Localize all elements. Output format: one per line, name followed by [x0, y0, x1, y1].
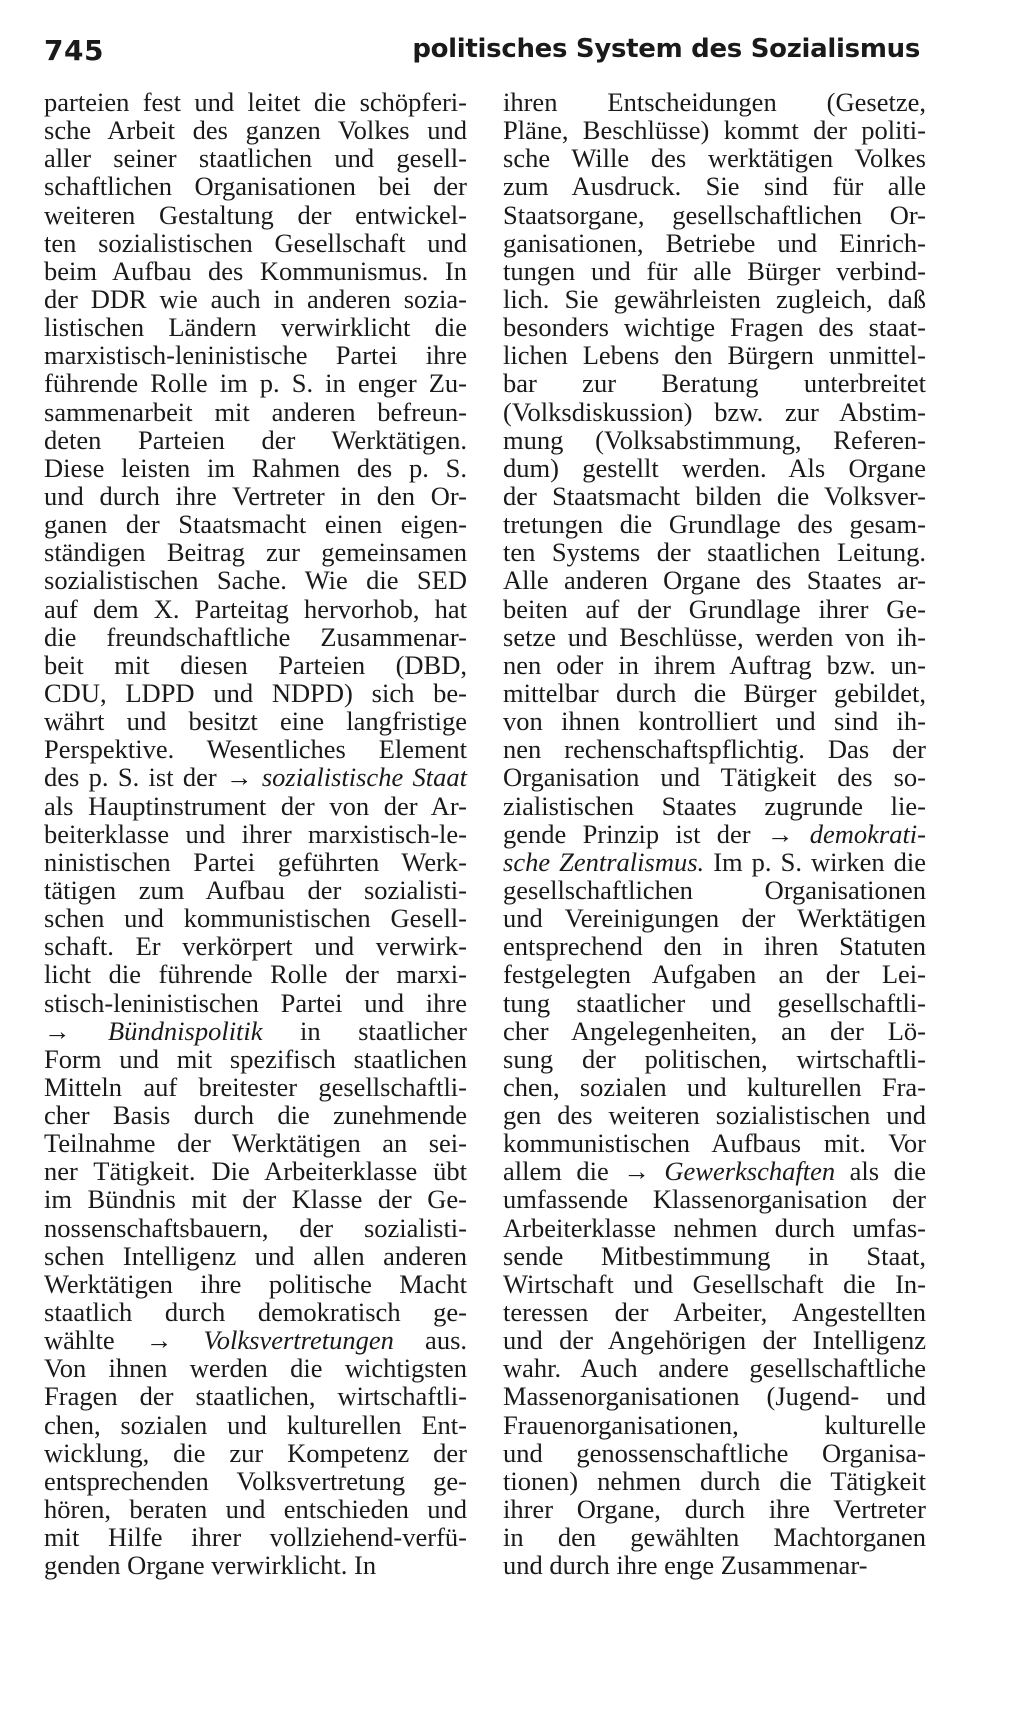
text-line: zialistischen Staates zugrunde lie-	[503, 790, 926, 821]
text-line: mittelbar durch die Bürger gebildet,	[503, 677, 926, 708]
text-line: wahr. Auch andere gesellschaftliche	[503, 1353, 926, 1384]
text-line: beiterklasse und ihrer marxistisch-le-	[44, 818, 467, 849]
right-column	[503, 88, 926, 1579]
cross-reference-link: → demokrati-	[766, 818, 926, 849]
text-line: tretungen die Grundlage des gesam-	[503, 509, 926, 540]
cross-reference-link: → Volksvertretungen	[145, 1325, 394, 1356]
text-line: genden Organe verwirklicht. In	[44, 1550, 377, 1581]
text-line: sozialistischen Sache. Wie die SED	[44, 565, 467, 596]
text-line: führende Rolle im p. S. in enger Zu-	[44, 368, 467, 399]
text-line: Teilnahme der Werktätigen an sei-	[44, 1128, 467, 1159]
text-line: Wirtschaft und Gesellschaft die In-	[503, 1268, 926, 1299]
text-line: ihren Entscheidungen (Gesetze,	[503, 87, 926, 117]
page-number: 745	[44, 34, 104, 67]
text-line	[44, 1017, 467, 1045]
text-line: Staatsorgane, gesellschaftlichen Or-	[503, 199, 926, 230]
text-line: beim Aufbau des Kommunismus. In	[44, 255, 467, 286]
text-line: sung der politischen, wirtschaftli-	[503, 1043, 926, 1074]
text-line: im Bündnis mit der Klasse der Ge-	[44, 1184, 467, 1215]
text-line: währt und besitzt eine langfristige	[44, 706, 467, 737]
text-line: dum) gestellt werden. Als Organe	[503, 452, 926, 483]
text-line: schaftlichen Organisationen bei der	[44, 171, 467, 202]
text-line: zum Ausdruck. Sie sind für alle	[503, 171, 926, 202]
text-line	[503, 1157, 926, 1185]
text-line: tätigen zum Aufbau der sozialisti-	[44, 874, 467, 905]
text-segment: wählte	[44, 1325, 146, 1356]
text-line: weiteren Gestaltung der entwickel-	[44, 199, 467, 230]
text-line: nen oder in ihrem Auftrag bzw. un-	[503, 649, 926, 680]
text-line: Arbeiterklasse nehmen durch umfas-	[503, 1212, 926, 1243]
text-line: ständigen Beitrag zur gemeinsamen	[44, 537, 467, 568]
text-line: festgelegten Aufgaben an der Lei-	[503, 959, 926, 990]
text-line: parteien fest und leitet die schöpferi-	[44, 87, 467, 117]
text-line: umfassende Klassenorganisation der	[503, 1184, 926, 1215]
text-line	[44, 763, 467, 791]
text-line: in den gewählten Machtorganen	[503, 1522, 926, 1553]
text-line: aller seiner staatlichen und gesell-	[44, 143, 467, 174]
text-line: besonders wichtige Fragen des staat-	[503, 312, 926, 343]
text-segment: gende Prinzip ist der	[503, 818, 767, 849]
text-line: Fragen der staatlichen, wirtschaftli-	[44, 1381, 467, 1412]
text-line: entsprechenden Volksvertretung ge-	[44, 1465, 467, 1496]
text-line: entsprechend den in ihren Statuten	[503, 931, 926, 962]
text-line: Von ihnen werden die wichtigsten	[44, 1353, 467, 1384]
text-line: gen des weiteren sozialistischen und	[503, 1100, 926, 1131]
text-line: sche Wille des werktätigen Volkes	[503, 143, 926, 174]
text-line: von ihnen kontrolliert und sind ih-	[503, 706, 926, 737]
text-line: und der Angehörigen der Intelligenz	[503, 1325, 926, 1356]
text-line	[503, 820, 926, 848]
text-line: tionen) nehmen durch die Tätigkeit	[503, 1465, 926, 1496]
text-line: lich. Sie gewährleisten zugleich, daß	[503, 283, 926, 314]
text-line: ninistischen Partei geführten Werk-	[44, 846, 467, 877]
text-line: beiten auf der Grundlage ihrer Ge-	[503, 593, 926, 624]
text-line: teressen der Arbeiter, Angestellten	[503, 1297, 926, 1328]
text-line: Alle anderen Organe des Staates ar-	[503, 565, 926, 596]
text-line: die freundschaftliche Zusammenar-	[44, 621, 467, 652]
page-header	[44, 34, 920, 74]
text-line: Mitteln auf breitester gesellschaftli-	[44, 1071, 467, 1102]
text-line: setze und Beschlüsse, werden von ih-	[503, 621, 926, 652]
text-line: deten Parteien der Werktätigen.	[44, 424, 467, 455]
text-line: schaft. Er verkörpert und verwirk-	[44, 931, 467, 962]
text-line: und genossenschaftliche Organisa-	[503, 1437, 926, 1468]
text-line: tungen und für alle Bürger verbind-	[503, 255, 926, 286]
text-line: tung staatlicher und gesellschaftli-	[503, 987, 926, 1018]
text-line: sende Mitbestimmung in Staat,	[503, 1240, 926, 1271]
text-line: wicklung, die zur Kompetenz der	[44, 1437, 467, 1468]
text-line: gesellschaftlichen Organisationen	[503, 874, 926, 905]
text-line: ihrer Organe, durch ihre Vertreter	[503, 1494, 926, 1525]
text-line: listischen Ländern verwirklicht die	[44, 312, 467, 343]
text-line: und durch ihre enge Zusammenar-	[503, 1550, 868, 1581]
text-segment: des p. S. ist der	[44, 762, 227, 793]
left-column	[44, 88, 467, 1579]
text-line: bar zur Beratung unterbreitet	[503, 368, 926, 399]
text-line: ten Systems der staatlichen Leitung.	[503, 537, 926, 568]
text-line: und Vereinigungen der Werktätigen	[503, 903, 926, 934]
text-line: Organisation und Tätigkeit des so-	[503, 762, 926, 793]
text-line: kommunistischen Aufbaus mit. Vor	[503, 1128, 926, 1159]
text-line: schen Intelligenz und allen anderen	[44, 1240, 467, 1271]
text-line: Form und mit spezifisch staatlichen	[44, 1043, 467, 1074]
text-segment: in staatlicher	[262, 1015, 468, 1046]
text-line: cher Basis durch die zunehmende	[44, 1100, 467, 1131]
text-line: cher Angelegenheiten, an der Lö-	[503, 1015, 926, 1046]
text-segment: Im p. S. wirken die	[704, 846, 927, 877]
text-line: nossenschaftsbauern, der sozialisti-	[44, 1212, 467, 1243]
text-line: lichen Lebens den Bürgern unmittel-	[503, 340, 926, 371]
text-segment: allem die	[503, 1156, 624, 1187]
text-line: sammenarbeit mit anderen befreun-	[44, 396, 467, 427]
text-line: sche Arbeit des ganzen Volkes und	[44, 115, 467, 146]
text-line: Werktätigen ihre politische Macht	[44, 1268, 467, 1299]
text-line: hören, beraten und entschieden und	[44, 1494, 467, 1525]
text-line: und durch ihre Vertreter in den Or-	[44, 480, 467, 511]
text-line	[44, 1326, 467, 1354]
text-line: (Volksdiskussion) bzw. zur Abstim-	[503, 396, 926, 427]
text-segment: als die	[835, 1156, 926, 1187]
text-line: mit Hilfe ihrer vollziehend-verfü-	[44, 1522, 467, 1553]
text-line: stisch-leninistischen Partei und ihre	[44, 987, 467, 1018]
text-line: der Staatsmacht bilden die Volksver-	[503, 480, 926, 511]
text-line	[503, 848, 926, 876]
text-line: chen, sozialen und kulturellen Ent-	[44, 1409, 467, 1440]
text-line: mung (Volksabstimmung, Referen-	[503, 424, 926, 455]
text-line: als Hauptinstrument der von der Ar-	[44, 790, 467, 821]
running-title: politisches System des Sozialismus	[412, 34, 920, 64]
text-line: CDU, LDPD und NDPD) sich be-	[44, 677, 467, 708]
text-line: Diese leisten im Rahmen des p. S.	[44, 452, 467, 483]
text-line: ganisationen, Betriebe und Einrich-	[503, 227, 926, 258]
text-line: marxistisch-leninistische Partei ihre	[44, 340, 467, 371]
text-segment: aus.	[393, 1325, 468, 1356]
cross-reference-link: → sozialistische Staat	[226, 762, 467, 793]
text-line: beit mit diesen Parteien (DBD,	[44, 649, 467, 680]
text-line: auf dem X. Parteitag hervorhob, hat	[44, 593, 467, 624]
text-line: licht die führende Rolle der marxi-	[44, 959, 467, 990]
text-line: Perspektive. Wesentliches Element	[44, 734, 467, 765]
text-line: ner Tätigkeit. Die Arbeiterklasse übt	[44, 1156, 467, 1187]
text-line: der DDR wie auch in anderen sozia-	[44, 283, 467, 314]
cross-reference-link: sche Zentralismus.	[503, 846, 705, 877]
text-line: chen, sozialen und kulturellen Fra-	[503, 1071, 926, 1102]
text-line: Pläne, Beschlüsse) kommt der politi-	[503, 115, 926, 146]
text-line: Frauenorganisationen, kulturelle	[503, 1409, 926, 1440]
cross-reference-link: → Bündnispolitik	[44, 1015, 263, 1046]
text-line: Massenorganisationen (Jugend- und	[503, 1381, 926, 1412]
text-line: ten sozialistischen Gesellschaft und	[44, 227, 467, 258]
text-line: schen und kommunistischen Gesell-	[44, 903, 467, 934]
cross-reference-link: → Gewerkschaften	[623, 1156, 836, 1187]
text-line: ganen der Staatsmacht einen eigen-	[44, 509, 467, 540]
text-line: staatlich durch demokratisch ge-	[44, 1297, 467, 1328]
text-line: nen rechenschaftspflichtig. Das der	[503, 734, 926, 765]
